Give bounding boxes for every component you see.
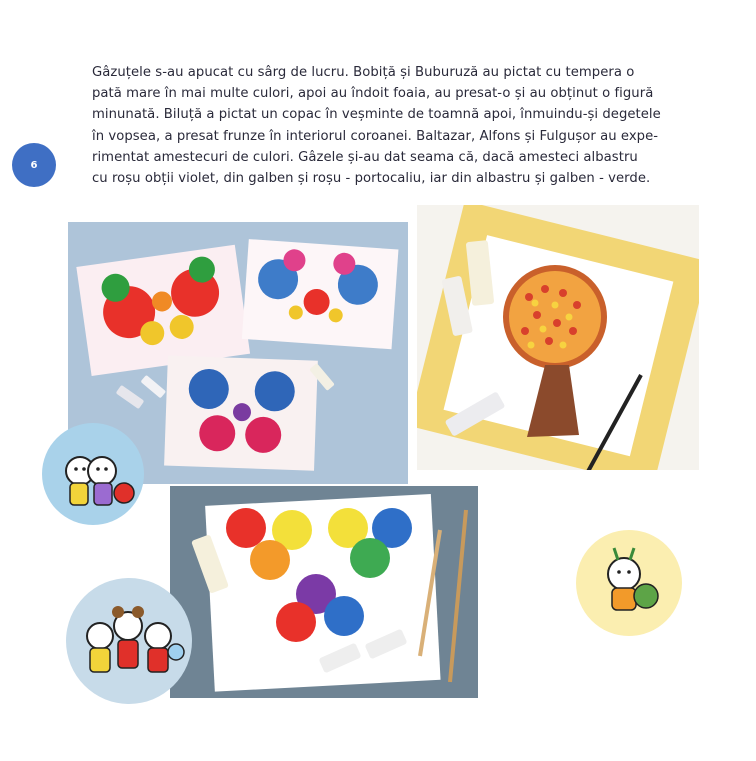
paragraph-line: rimentat amestecuri de culori. Gâzele și-au dat seama că, dacă amesteci albastru (92, 149, 638, 165)
group-of-bugs-illustration (66, 578, 192, 704)
paragraph-line: Gâzuțele s-au apucat cu sârg de lucru. Bobiță și Buburuză au pictat cu tempera o (92, 65, 635, 80)
story-paragraph (92, 62, 682, 189)
autumn-tree-painting-photo (417, 205, 699, 470)
waving-snail-illustration (576, 530, 682, 636)
paragraph-line: minunată. Biluță a pictat un copac în veșminte de toamnă apoi, înmuindu-și degetele (92, 107, 661, 123)
paragraph-line: cu roșu obții violet, din galben și roșu - portocaliu, iar din albastru și galben - verde. (92, 171, 651, 187)
paragraph-line: pată mare în mai multe culori, apoi au îndoit foaia, au presat-o și au obținut o figură (92, 86, 654, 102)
color-mixing-photo (170, 486, 478, 698)
page-number-badge: 6 (12, 143, 56, 187)
paragraph-line: în vopsea, a presat frunze în interiorul coroanei. Baltazar, Alfons și Fulgușor au expe- (92, 128, 659, 144)
bugs-with-ladybug-illustration (42, 423, 144, 525)
